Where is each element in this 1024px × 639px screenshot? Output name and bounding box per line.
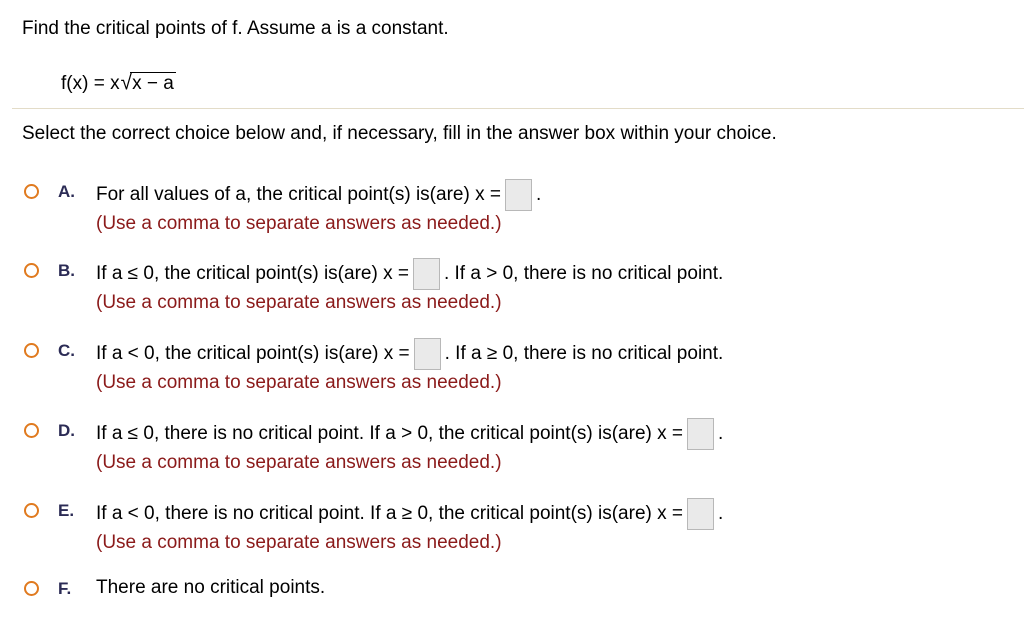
radio-button-c[interactable] <box>24 343 39 358</box>
choice-c-text-before: If a < 0, the critical point(s) is(are) x = <box>96 343 410 364</box>
answer-box-c[interactable] <box>414 338 441 370</box>
radio-button-a[interactable] <box>24 184 39 199</box>
radical-sign-icon: √ <box>120 70 133 95</box>
choice-letter-f: F. <box>58 579 72 598</box>
choice-e-text-after: . <box>718 503 724 524</box>
answer-box-b[interactable] <box>413 258 440 290</box>
answer-box-d[interactable] <box>687 418 714 450</box>
choice-a-text-after: . <box>535 184 542 205</box>
square-root <box>121 71 176 96</box>
instruction-text: Select the correct choice below and, if necessary, fill in the answer box within your choice. <box>22 123 777 144</box>
choice-b-text-before: If a ≤ 0, the critical point(s) is(are) x = <box>96 263 409 284</box>
choice-f-statement <box>96 574 325 602</box>
choice-letter-b: B. <box>58 261 75 280</box>
choice-d-hint: (Use a comma to separate answers as needed.) <box>96 452 502 473</box>
choice-e-text-before: If a < 0, there is no critical point. If a ≥ 0, the critical point(s) is(are) x = <box>96 503 683 524</box>
choice-d-text-before: If a ≤ 0, there is no critical point. If a > 0, the critical point(s) is(are) x = <box>96 423 683 444</box>
question-text: Find the critical points of f. Assume a is a constant. <box>22 18 449 39</box>
choice-d-statement <box>96 418 723 450</box>
radio-button-d[interactable] <box>24 423 39 438</box>
section-divider <box>12 108 1024 109</box>
function-formula <box>61 71 176 96</box>
choice-a-hint: (Use a comma to separate answers as needed.) <box>96 213 502 234</box>
answer-box-a[interactable] <box>505 179 532 211</box>
answer-box-e[interactable] <box>687 498 714 530</box>
choice-d-text-after: . <box>718 423 724 444</box>
choice-b-statement <box>96 258 723 290</box>
choice-letter-e: E. <box>58 501 75 520</box>
choice-c-text-after: . If a ≥ 0, there is no critical point. <box>444 343 724 364</box>
choice-e-statement <box>96 498 723 530</box>
choice-f-text: There are no critical points. <box>96 577 326 598</box>
choice-b-hint: (Use a comma to separate answers as needed.) <box>96 292 502 313</box>
choice-c-hint: (Use a comma to separate answers as needed.) <box>96 372 502 393</box>
radicand: x − a <box>132 73 174 94</box>
choice-letter-a: A. <box>58 182 75 201</box>
choice-a-statement <box>96 179 541 211</box>
radio-button-b[interactable] <box>24 263 39 278</box>
choice-letter-c: C. <box>58 341 75 360</box>
radio-button-e[interactable] <box>24 503 39 518</box>
radio-button-f[interactable] <box>24 581 39 596</box>
choice-b-text-after: . If a > 0, there is no critical point. <box>443 263 724 284</box>
choice-e-hint: (Use a comma to separate answers as needed.) <box>96 532 502 553</box>
formula-lhs: f(x) = x <box>61 73 120 94</box>
choice-a-text-before: For all values of a, the critical point(s) is(are) x = <box>96 184 501 205</box>
choice-c-statement <box>96 338 723 370</box>
choice-letter-d: D. <box>58 421 75 440</box>
